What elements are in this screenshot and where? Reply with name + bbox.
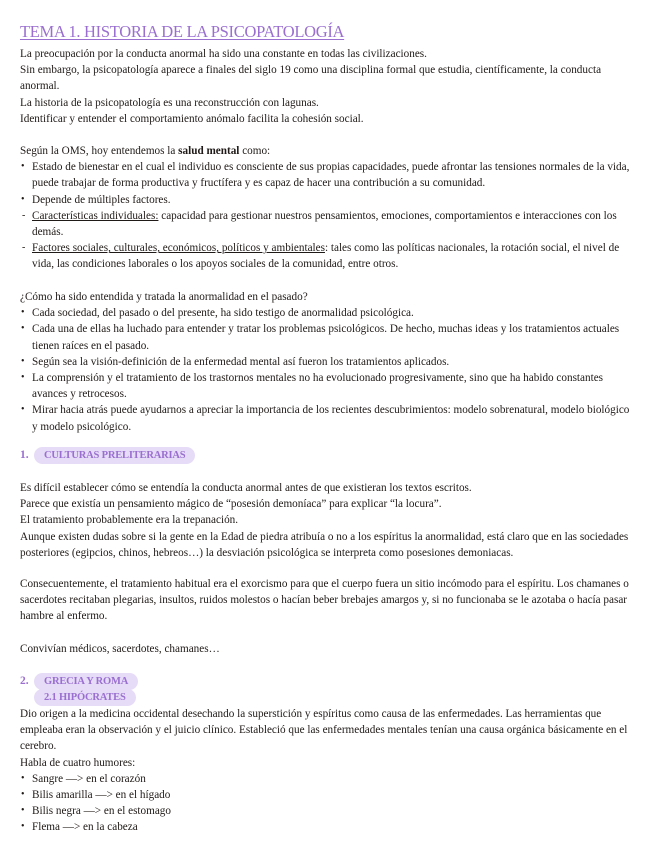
section-label: CULTURAS PRELITERARIAS <box>34 447 195 464</box>
section-number: 2. <box>20 675 29 688</box>
list-item: • Bilis negra —> en el estomago <box>20 803 633 819</box>
coexist-text: Convivían médicos, sacerdotes, chamanes… <box>20 643 220 655</box>
section-2-body <box>20 706 633 836</box>
oms-section <box>20 143 633 273</box>
section-1-line: El tratamiento probablemente era la trepanación. <box>20 514 239 527</box>
section-1-line: Parece que existía un pensamiento mágico de “posesión demoníaca” para explicar “la locura”. <box>20 498 442 511</box>
list-item: • La comprensión y el tratamiento de los trastornos mentales no ha evolucionado progresivamente, sino que ha habido constantes avances y retrocesos. <box>20 370 633 402</box>
humors-intro: Habla de cuatro humores: <box>20 756 136 769</box>
list-item: • Mirar hacia atrás puede ayudarnos a apreciar la importancia de los recientes descubrimientos: modelo sobrenatural, modelo biológico y modelo psicológico. <box>20 402 633 434</box>
humors-list <box>20 771 633 836</box>
hipocrates-text: Dio origen a la medicina occidental desechando la superstición y espíritus como causa de las enfermedades. Las herramientas que empleaba eran la observación y el juicio clínico. Estableció que las enfermedades mentales tenían una causa orgánica básicamente en el cerebro. <box>20 708 628 753</box>
oms-lead: Según la OMS, hoy entendemos la salud mental como: <box>20 145 271 157</box>
intro-line: Sin embargo, la psicopatología aparece a finales del siglo 19 como una disciplina formal que estudia, científicamente, la conducta anormal. <box>20 64 602 93</box>
section-1-heading <box>20 447 195 464</box>
exorcism-paragraph <box>20 576 633 625</box>
list-item: • Depende de múltiples factores. <box>20 192 633 208</box>
exorcism-text: Consecuentemente, el tratamiento habitual era el exorcismo para que el cuerpo fuera un sitio incómodo para el espíritu. Los chamanes o sacerdotes recitaban plegarias, insultos, ruidos molestos o hacían beber brebajes amargos y, si no funcionaba se le azotaba o hacía pasar hambre al enfermo. <box>20 578 629 623</box>
list-item: - Características individuales: capacidad para gestionar nuestros pensamientos, emociones, comportamientos e interacciones con los demás. <box>20 208 633 240</box>
identify-text: Identificar y entender el comportamiento anómalo facilita la cohesión social. <box>20 113 364 125</box>
list-item: • Sangre —> en el corazón <box>20 771 633 787</box>
subsection-label: 2.1 HIPÓCRATES <box>34 689 136 706</box>
intro-line: La preocupación por la conducta anormal ha sido una constante en todas las civilizaciones. <box>20 48 427 60</box>
list-item: • Estado de bienestar en el cual el individuo es consciente de sus propias capacidades, puede afrontar las tensiones normales de la vida, puede trabajar de forma productiva y fructífera y es capaz de hacer una contribución a su comunidad. <box>20 159 633 191</box>
section-1-body <box>20 480 633 561</box>
past-question: ¿Cómo ha sido entendida y tratada la anormalidad en el pasado? <box>20 291 308 303</box>
list-item: • Flema —> en la cabeza <box>20 819 633 835</box>
section-1-line: Es difícil establecer cómo se entendía la conducta anormal antes de que existieran los textos escritos. <box>20 482 472 494</box>
past-section <box>20 289 633 435</box>
section-label: GRECIA Y ROMA <box>34 673 138 690</box>
oms-list <box>20 159 633 272</box>
intro-line: La historia de la psicopatología es una reconstrucción con lagunas. <box>20 96 319 109</box>
salud-mental-term: salud mental <box>178 145 240 157</box>
section-2-heading <box>20 673 138 690</box>
list-item: - Factores sociales, culturales, económicos, políticos y ambientales: tales como las políticas nacionales, la rotación social, el nivel de vida, las condiciones laborales o los apoyos sociales de la comunidad, entre otros. <box>20 240 633 272</box>
list-item: • Cada una de ellas ha luchado para entender y tratar los problemas psicológicos. De hecho, muchas ideas y los tratamientos actuales tienen raíces en el pasado. <box>20 321 633 353</box>
intro-paragraph <box>20 46 633 111</box>
list-item: • Bilis amarilla —> en el hígado <box>20 787 633 803</box>
page-title: TEMA 1. HISTORIA DE LA PSICOPATOLOGÍA <box>20 22 345 41</box>
past-list <box>20 305 633 435</box>
coexist-paragraph <box>20 641 633 657</box>
identify-paragraph <box>20 111 633 127</box>
list-item: • Cada sociedad, del pasado o del presente, ha sido testigo de anormalidad psicológica. <box>20 305 633 321</box>
section-number: 1. <box>20 449 29 462</box>
section-1-line: Aunque existen dudas sobre si la gente en la Edad de piedra atribuía o no a los espíritus la anormalidad, está claro que en las sociedades posteriores (egipcios, chinos, hebreos…) la desviación psicológica se interpreta como posesiones demoniacas. <box>20 530 629 559</box>
list-item: • Según sea la visión-definición de la enfermedad mental así fueron los tratamientos aplicados. <box>20 354 633 370</box>
subsection-2-1-heading <box>34 689 136 706</box>
